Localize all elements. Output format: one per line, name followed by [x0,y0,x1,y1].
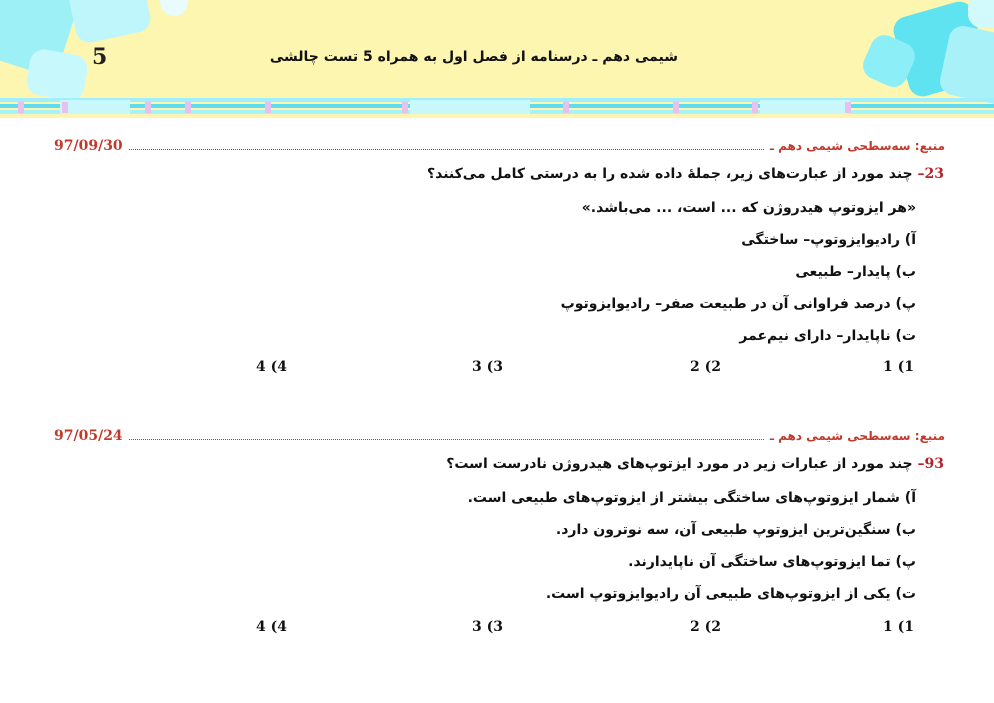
question-text [427,166,944,182]
source-line [48,427,945,445]
answer-choice-4[interactable]: 4 (4 [256,619,287,635]
statement-a: آ) شمار ایزوتوپ‌های ساختگی بیشتر از ایزوتوپ‌های طبیعی است. [467,490,916,506]
page-number: 5 [92,44,108,70]
source-label: منبع: سه‌سطحی شیمی دهم ـ [769,429,945,443]
decorative-square [968,0,994,28]
source-date: 97/09/30 [54,138,123,154]
quote-line: «هر ایزوتوپ هیدروژن که ... است، ... می‌باشد.» [581,200,916,216]
decorative-square [63,0,153,45]
answer-choice-4[interactable]: 4 (4 [256,359,287,375]
statement-d: ت) ناپایدار– دارای نیم‌عمر [739,328,916,344]
statement-c: پ) درصد فراوانی آن در طبیعت صفر– رادیوایزوتوپ [560,296,916,312]
answer-choice-1[interactable]: 1 (1 [883,359,914,375]
statement-a: آ) رادیوایزوتوپ– ساختگی [741,232,916,248]
statement-b: ب) پایدار– طبیعی [795,264,916,280]
dotted-leader [129,149,764,150]
page-title: شیمی دهم ـ درسنامه از فصل اول به همراه 5 تست چالشی [269,49,678,65]
page-header [0,0,994,118]
source-date: 97/05/24 [54,428,123,444]
answer-choice-2[interactable]: 2 (2 [690,359,721,375]
question-number: 23– [917,166,944,182]
answer-choice-1[interactable]: 1 (1 [883,619,914,635]
statement-b: ب) سنگین‌ترین ایزوتوپ طبیعی آن، سه نوترون دارد. [555,522,916,538]
question-stem: چند مورد از عبارت‌های زیر، جملۀ داده شده را به درستی کامل می‌کنند؟ [427,166,913,182]
source-line [48,137,945,155]
answer-choice-2[interactable]: 2 (2 [690,619,721,635]
question-text [446,456,944,472]
dotted-leader [129,439,764,440]
decorative-square [24,47,89,102]
question-number: 93– [917,456,944,472]
answer-choice-3[interactable]: 3 (3 [472,619,503,635]
decorative-square [156,0,192,20]
source-label: منبع: سه‌سطحی شیمی دهم ـ [769,139,945,153]
answer-choice-3[interactable]: 3 (3 [472,359,503,375]
statement-c: پ) تما ایزوتوپ‌های ساختگی آن ناپایدارند. [628,554,916,570]
question-stem: چند مورد از عبارات زیر در مورد ایزتوپ‌های هیدروژن نادرست است؟ [446,456,913,472]
statement-d: ت) یکی از ایزوتوپ‌های طبیعی آن رادیوایزوتوپ است. [545,586,916,602]
